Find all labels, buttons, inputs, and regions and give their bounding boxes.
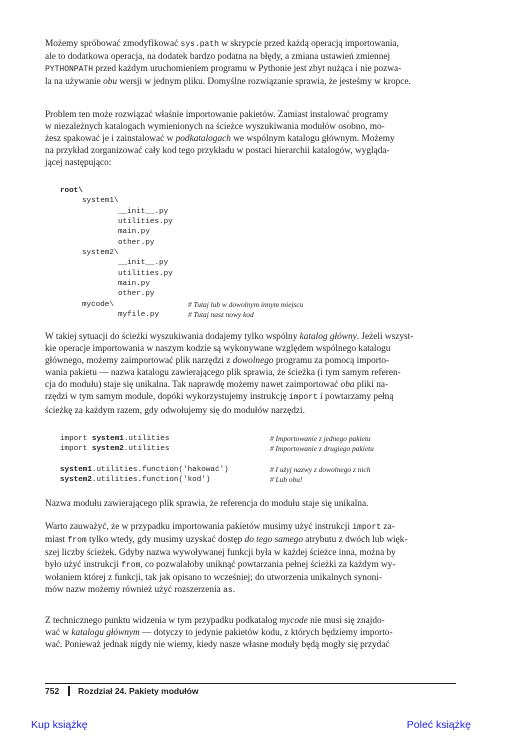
paragraph-3: W takiej sytuacji do ścieżki wyszukiwania dodajemy tylko wspólny katalog główny. Jeżeli wszyst- kie operacje importowania w naszym kodzie są wykonywane względem wspólnego katalogu głównego, możemy zaimportować plik narzędzi z dowolnego programu za pomocą importo- wania pakietu — nazwa katalogu zawierającego plik sprawia, że ścieżka (i tym samym referen- cja do modułu) staje się unikalna. Tak naprawdę możemy nawet zaimportować oba pliki na- rzędzi w tym samym module, dopóki wykorzystujemy instrukcję import i powtarzamy pełną ścieżkę za każdym razem, gdy odwołujemy się do modułów narzędzi. [45, 332, 414, 416]
footer-separator [68, 686, 70, 696]
paragraph-6: Z technicznego punktu widzenia w tym przypadku podkatalog mycode nie musi się znajdo- wać w katalogu głównym — dotyczy to jedynie pakietów kodu, z których będziemy importo- wać. Ponieważ jednak nigdy nie wiemy, kiedy nasze własne moduły będą mogły się przydać [45, 616, 393, 651]
code-line [60, 465, 460, 475]
tree-entry: utilities.py [118, 269, 173, 278]
code-token: .utilities.function('kod') [91, 476, 211, 485]
tree-row [60, 248, 440, 258]
directory-tree [60, 186, 440, 320]
code-comment: # I użyj nazwy z dowolnego z nich [270, 464, 371, 474]
code-token: .utilities.function('hakować') [91, 465, 229, 474]
paragraph-1: Możemy spróbować zmodyfikować sys.path w skrypcie przed każdą operacją importowania, ale to dodatkowa operacja, na dodatek bardzo podatna na błędy, a zmiana ustawień zmiennej PYTHONPATH przed każdym uruchomieniem programu w Pythonie jest zbyt nużąca i nie pozwa- la na używanie obu wersji w jednym pliku. Domyślne rozwiązanie sprawia, że jesteśmy w kropce. [45, 39, 411, 88]
chapter-title: Rozdział 24. Pakiety modułów [78, 686, 199, 696]
tree-entry: other.py [118, 238, 155, 247]
tree-entry: mycode\ [82, 300, 114, 309]
footer-rule [45, 683, 456, 684]
code-token: import [60, 445, 92, 454]
tree-entry: utilities.py [118, 218, 173, 227]
tree-row [60, 269, 440, 279]
code-token: import [60, 435, 92, 443]
recommend-book-link[interactable]: Poleć książkę [406, 719, 471, 731]
tree-entry: __init__.py [118, 259, 169, 268]
paragraph-4: Nazwa modułu zawierającego plik sprawia, że referencja do modułu staje się unikalna. [45, 499, 369, 509]
tree-entry: main.py [118, 228, 150, 237]
tree-entry: other.py [118, 290, 155, 299]
tree-row [60, 300, 440, 310]
tree-comment: # Tutaj lub w dowolnym innym miejscu [188, 299, 304, 309]
tree-entry: system1\ [82, 197, 119, 206]
code-token: .utilities [123, 445, 170, 454]
tree-row [60, 258, 440, 268]
tree-row [60, 217, 440, 227]
code-token: system2 [91, 445, 124, 454]
code-line [60, 444, 460, 454]
tree-row [60, 238, 440, 248]
tree-row [60, 279, 440, 289]
code-block [60, 434, 460, 485]
code-comment: # Importowanie z jednego pakietu [270, 434, 371, 443]
paragraph-5: Warto zauważyć, że w przypadku importowania pakietów musimy użyć instrukcji import za- miast from tylko wtedy, gdy musimy uzyskać dostęp do tego samego atrybutu z dwóch lub więk- szej liczby ścieżek. Gdyby nazwa wywoływanej funkcji była w każdej ścieżce inna, można by było użyć instrukcji from, co pozwalałoby uniknąć powtarzania pełnej ścieżki za każdym wy- wołaniem której z funkcji, tak jak opisano to wcześniej; do utworzenia unikalnych synoni- mów nazw możemy również użyć rozszerzenia as. [45, 522, 408, 596]
tree-entry: root\ [60, 187, 83, 195]
tree-entry: system2\ [82, 249, 119, 258]
tree-entry: myfile.py [118, 311, 160, 320]
tree-row [60, 227, 440, 237]
tree-entry: main.py [118, 280, 150, 289]
code-token: system1 [60, 465, 92, 474]
code-token: system1 [91, 435, 124, 443]
page-number: 752 [45, 686, 60, 696]
paragraph-2: Problem ten może rozwiązać właśnie importowanie pakietów. Zamiast instalować programy w niezależnych katalogach wymienionych na ścieżce wyszukiwania modułów osobno, mo- żesz spakować je i zainstalować w podkatalogach we wspólnym katalogu głównym. Możemy na przykład zorganizować cały kod tego przykładu w postaci hierarchii katalogów, wygląda- jącej następująco: [45, 110, 395, 169]
tree-row [60, 310, 440, 320]
tree-comment: # Tutaj nasz nowy kod [188, 310, 254, 320]
code-token: .utilities [123, 435, 170, 443]
buy-book-link[interactable]: Kup książkę [31, 719, 88, 731]
tree-row [60, 186, 440, 196]
code-token: system2 [60, 476, 92, 485]
tree-row [60, 207, 440, 217]
tree-entry: __init__.py [118, 207, 169, 216]
code-comment: # Importowanie z drugiego pakietu [270, 444, 374, 454]
tree-row [60, 196, 440, 206]
code-comment: # Lub obu! [270, 475, 303, 485]
tree-row [60, 289, 440, 299]
code-line [60, 475, 460, 485]
code-line [60, 455, 460, 465]
code-line [60, 434, 460, 444]
